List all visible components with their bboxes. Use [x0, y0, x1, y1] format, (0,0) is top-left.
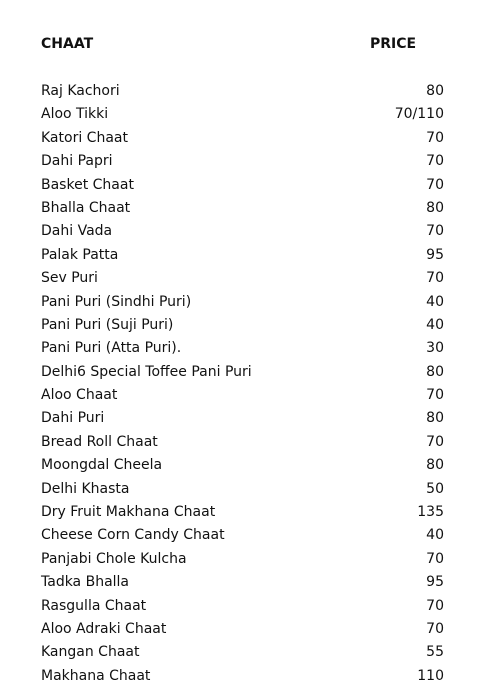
item-price: 40 — [426, 527, 444, 544]
category-heading: CHAAT — [41, 36, 94, 52]
item-price: 70 — [426, 129, 444, 146]
item-name: Aloo Tikki — [41, 106, 109, 123]
menu-item — [0, 267, 496, 290]
menu-item — [0, 384, 496, 407]
menu-item — [0, 197, 496, 220]
item-price: 80 — [426, 410, 444, 427]
item-name: Delhi Khasta — [41, 480, 130, 497]
item-price: 50 — [426, 480, 444, 497]
price-heading: PRICE — [370, 36, 417, 52]
item-name: Dahi Papri — [41, 153, 113, 170]
item-price: 80 — [426, 363, 444, 380]
menu-item — [0, 454, 496, 477]
item-name: Bread Roll Chaat — [41, 433, 158, 450]
item-price: 70 — [426, 620, 444, 637]
item-price: 70 — [426, 387, 444, 404]
menu-item — [0, 548, 496, 571]
menu-header — [0, 36, 496, 56]
item-name: Aloo Adraki Chaat — [41, 620, 167, 637]
menu-item — [0, 361, 496, 384]
item-price: 40 — [426, 293, 444, 310]
menu-item — [0, 407, 496, 430]
item-name: Rasgulla Chaat — [41, 597, 147, 614]
item-name: Dry Fruit Makhana Chaat — [41, 504, 216, 521]
menu-item — [0, 291, 496, 314]
item-name: Palak Patta — [41, 246, 119, 263]
item-price: 70 — [426, 223, 444, 240]
menu-item — [0, 595, 496, 618]
item-price: 135 — [417, 504, 444, 521]
item-name: Pani Puri (Atta Puri). — [41, 340, 182, 357]
menu-list — [0, 80, 496, 688]
item-price: 70 — [426, 433, 444, 450]
item-name: Raj Kachori — [41, 83, 120, 99]
menu-item — [0, 618, 496, 641]
menu-item — [0, 80, 496, 103]
menu-item — [0, 314, 496, 337]
menu-item — [0, 174, 496, 197]
item-name: Pani Puri (Suji Puri) — [41, 316, 174, 333]
menu-item — [0, 524, 496, 547]
item-price: 80 — [426, 199, 444, 216]
menu-item — [0, 103, 496, 126]
item-price: 70 — [426, 270, 444, 287]
item-name: Dahi Vada — [41, 223, 113, 240]
menu-item — [0, 431, 496, 454]
menu-item — [0, 244, 496, 267]
item-price: 80 — [426, 457, 444, 474]
item-name: Delhi6 Special Toffee Pani Puri — [41, 363, 252, 380]
item-name: Makhana Chaat — [41, 667, 151, 684]
item-price: 40 — [426, 316, 444, 333]
item-name: Dahi Puri — [41, 410, 105, 427]
menu-item — [0, 478, 496, 501]
item-price: 70 — [426, 550, 444, 567]
menu-item — [0, 127, 496, 150]
menu-item — [0, 571, 496, 594]
item-price: 55 — [426, 644, 444, 661]
item-price: 30 — [426, 340, 444, 357]
item-name: Pani Puri (Sindhi Puri) — [41, 293, 192, 310]
menu-item — [0, 337, 496, 360]
item-name: Tadka Bhalla — [41, 574, 130, 591]
item-price: 70 — [426, 176, 444, 193]
menu-item — [0, 665, 496, 688]
item-name: Katori Chaat — [41, 129, 128, 146]
item-price: 95 — [426, 246, 444, 263]
item-price: 70 — [426, 597, 444, 614]
item-name: Panjabi Chole Kulcha — [41, 550, 187, 567]
menu-item — [0, 150, 496, 173]
menu-item — [0, 220, 496, 243]
item-price: 70/110 — [394, 106, 444, 123]
item-name: Cheese Corn Candy Chaat — [41, 527, 225, 544]
item-price: 110 — [417, 667, 444, 684]
item-name: Aloo Chaat — [41, 387, 118, 404]
item-name: Bhalla Chaat — [41, 199, 131, 216]
item-price: 95 — [426, 574, 444, 591]
menu-item — [0, 501, 496, 524]
item-price: 70 — [426, 153, 444, 170]
item-name: Sev Puri — [41, 270, 98, 287]
item-name: Kangan Chaat — [41, 644, 140, 661]
item-name: Moongdal Cheela — [41, 457, 163, 474]
item-price: 80 — [426, 83, 444, 99]
menu-item — [0, 641, 496, 664]
item-name: Basket Chaat — [41, 176, 134, 193]
